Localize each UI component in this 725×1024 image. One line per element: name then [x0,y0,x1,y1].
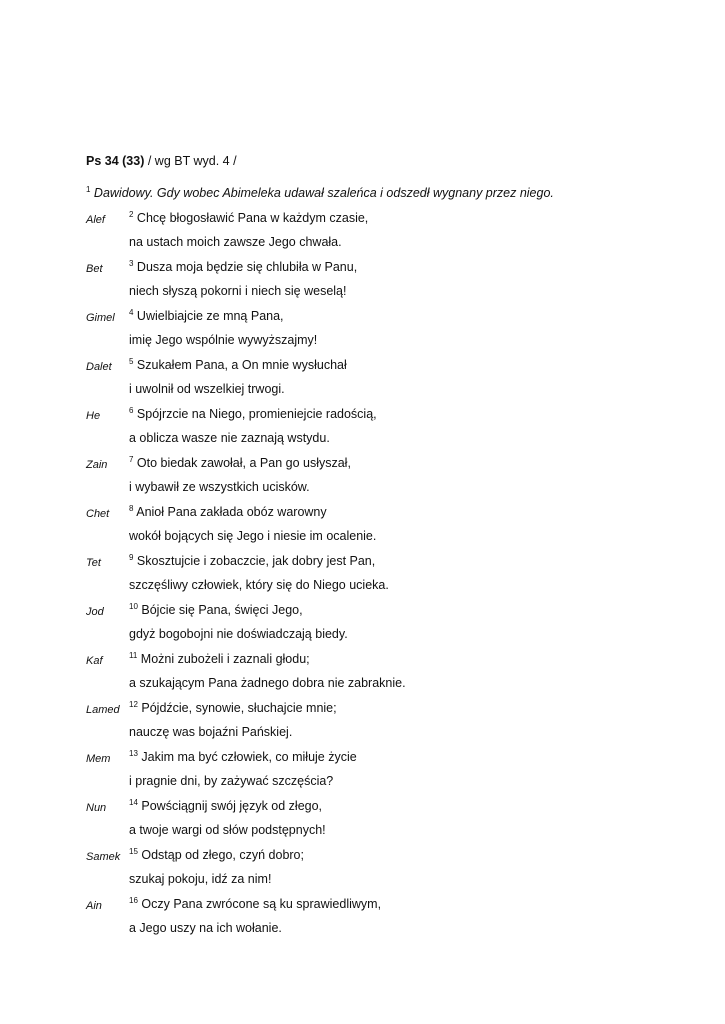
verse-text: Jakim ma być człowiek, co miłuje życie [137,750,357,764]
verse-number: 1 [86,185,91,194]
hebrew-letter: Ain [86,900,102,912]
stanza-bet [0,258,725,307]
verse-line-1 [129,896,381,912]
hebrew-letter: Chet [86,508,110,520]
stanza-chet [0,503,725,552]
stanza-mem [0,748,725,797]
stanza-alef [0,209,725,258]
verse-number: 9 [129,553,134,562]
verse-line-2: a Jego uszy na ich wołanie. [129,921,282,935]
verse-number: 13 [129,749,138,758]
verse-text: Szukałem Pana, a On mnie wysłuchał [133,358,347,372]
hebrew-letter: Alef [86,214,105,226]
verse-line-1 [129,651,310,667]
psalm-superscription [86,185,554,201]
verse-line-2: a oblicza wasze nie zaznają wstydu. [129,431,330,445]
stanza-jod [0,601,725,650]
verse-number: 7 [129,455,134,464]
hebrew-letter: Zain [86,459,108,471]
verse-line-2: imię Jego wspólnie wywyższajmy! [129,333,318,347]
verse-line-1 [129,259,357,275]
verse-number: 10 [129,602,138,611]
stanza-samek [0,846,725,895]
verse-text: Możni zubożeli i zaznali głodu; [137,652,310,666]
verse-text: Odstąp od złego, czyń dobro; [137,848,304,862]
hebrew-letter: Lamed [86,704,120,716]
superscription-text: Dawidowy. Gdy wobec Abimeleka udawał szaleńca i odszedł wygnany przez niego. [90,186,554,200]
verse-text: Dusza moja będzie się chlubiła w Panu, [133,260,358,274]
verse-number: 14 [129,798,138,807]
verse-text: Uwielbiajcie ze mną Pana, [133,309,284,323]
verse-text: Anioł Pana zakłada obóz warowny [133,505,327,519]
verse-line-1 [129,847,304,863]
verse-line-1 [129,210,368,226]
verse-line-1 [129,455,351,471]
hebrew-letter: Nun [86,802,107,814]
stanza-gimel [0,307,725,356]
verse-line-2: na ustach moich zawsze Jego chwała. [129,235,342,249]
hebrew-letter: Samek [86,851,121,863]
verse-line-1 [129,602,303,618]
verse-line-1 [129,406,377,422]
verse-text: Skosztujcie i zobaczcie, jak dobry jest Pan, [133,554,376,568]
hebrew-letter: Dalet [86,361,112,373]
verse-text: Chcę błogosławić Pana w każdym czasie, [133,211,369,225]
verse-line-2: szukaj pokoju, idź za nim! [129,872,272,886]
verse-line-2: niech słyszą pokorni i niech się weselą! [129,284,347,298]
verse-line-1 [129,749,357,765]
verse-number: 15 [129,847,138,856]
hebrew-letter: He [86,410,101,422]
verse-number: 8 [129,504,134,513]
verse-line-1 [129,357,347,373]
verse-number: 6 [129,406,134,415]
hebrew-letter: Bet [86,263,103,275]
verse-line-2: szczęśliwy człowiek, który się do Niego ucieka. [129,578,389,592]
stanza-dalet [0,356,725,405]
verse-text: Bójcie się Pana, święci Jego, [137,603,303,617]
verse-number: 12 [129,700,138,709]
verse-text: Powściągnij swój język od złego, [137,799,323,813]
verse-number: 3 [129,259,134,268]
verse-line-2: i uwolnił od wszelkiej trwogi. [129,382,285,396]
verse-line-2: wokół bojących się Jego i niesie im ocalenie. [129,529,377,543]
stanza-nun [0,797,725,846]
verse-text: Spójrzcie na Niego, promieniejcie radością, [133,407,377,421]
hebrew-letter: Mem [86,753,111,765]
stanza-lamed [0,699,725,748]
hebrew-letter: Jod [86,606,104,618]
verse-number: 5 [129,357,134,366]
verse-line-1 [129,308,284,324]
verse-line-2: gdyż bogobojni nie doświadczają biedy. [129,627,348,641]
stanza-ain [0,895,725,944]
verse-text: Pójdźcie, synowie, słuchajcie mnie; [137,701,337,715]
verse-number: 11 [129,651,138,660]
verse-line-1 [129,798,322,814]
verse-line-1 [129,553,375,569]
hebrew-letter: Tet [86,557,101,569]
psalm-reference: Ps 34 (33) [86,154,145,168]
hebrew-letter: Kaf [86,655,103,667]
verse-number: 4 [129,308,134,317]
stanza-he [0,405,725,454]
verse-number: 16 [129,896,138,905]
verse-text: Oto biedak zawołał, a Pan go usłyszał, [133,456,351,470]
verse-number: 2 [129,210,134,219]
verse-list [0,209,725,944]
hebrew-letter: Gimel [86,312,115,324]
verse-line-2: i wybawił ze wszystkich ucisków. [129,480,310,494]
verse-line-1 [129,504,327,520]
translation-source: / wg BT wyd. 4 / [144,154,237,168]
verse-line-2: nauczę was bojaźni Pańskiej. [129,725,293,739]
psalm-title [86,153,237,169]
verse-line-2: a szukającym Pana żadnego dobra nie zabraknie. [129,676,406,690]
stanza-tet [0,552,725,601]
stanza-zain [0,454,725,503]
verse-line-2: i pragnie dni, by zażywać szczęścia? [129,774,334,788]
verse-line-2: a twoje wargi od słów podstępnych! [129,823,326,837]
stanza-kaf [0,650,725,699]
verse-line-1 [129,700,337,716]
verse-text: Oczy Pana zwrócone są ku sprawiedliwym, [137,897,382,911]
